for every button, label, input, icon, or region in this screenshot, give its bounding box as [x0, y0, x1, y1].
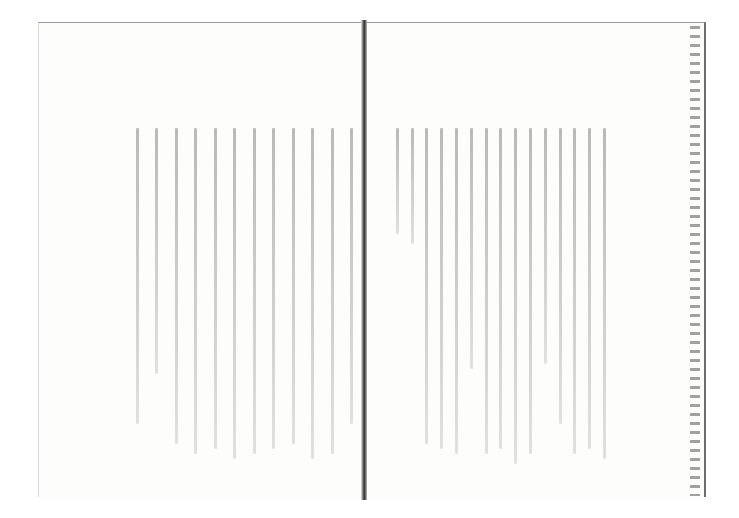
right-page-column-ink-1 [603, 128, 606, 459]
left-page-column-ink-3 [311, 128, 314, 459]
right-page-column-ink-12 [440, 128, 443, 449]
right-page-column-ink-11 [455, 128, 458, 454]
left-page-column-ink-2 [331, 128, 334, 454]
binding-gutter [361, 20, 367, 500]
right-page-column-ink-9 [485, 128, 488, 454]
right-page-column-ink-5 [544, 128, 547, 364]
left-page-column-ink-6 [253, 128, 256, 454]
right-page-column-ink-7 [514, 128, 517, 464]
left-page-column-ink-4 [292, 128, 295, 444]
right-page-column-ink-13 [425, 128, 428, 444]
right-page-column-ink-6 [529, 128, 532, 454]
left-page-column-ink-5 [272, 128, 275, 449]
right-page-column-ink-14 [411, 128, 414, 244]
left-page-column-ink-12 [136, 128, 139, 424]
left-page-column-ink-11 [155, 128, 158, 374]
left-page-column-ink-10 [175, 128, 178, 444]
page-edge [690, 26, 700, 496]
right-page-column-ink-3 [573, 128, 576, 454]
right-page-column-ink-2 [588, 128, 591, 449]
left-page-column-ink-7 [233, 128, 236, 459]
right-page-column-ink-10 [470, 128, 473, 369]
right-page-column-ink-15 [396, 128, 399, 234]
left-page-column-ink-8 [214, 128, 217, 449]
left-page-column-ink-9 [194, 128, 197, 454]
right-page-column-ink-4 [559, 128, 562, 424]
left-page-column-ink-1 [350, 128, 353, 424]
right-page-column-ink-8 [499, 128, 502, 449]
